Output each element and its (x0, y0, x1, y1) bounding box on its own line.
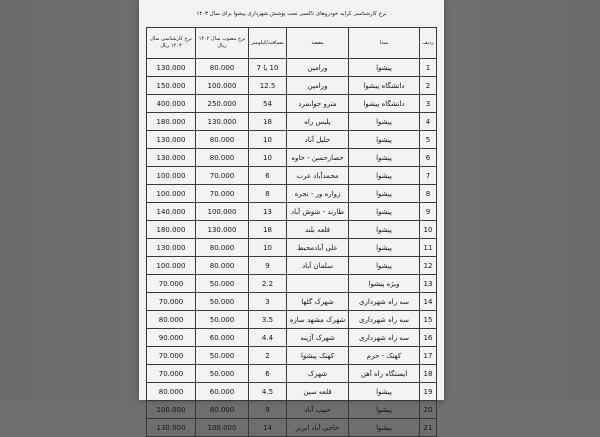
destination-cell: طارند - شوش آباد (287, 203, 349, 221)
table-row (147, 131, 437, 149)
expert-fare-cell: 70.000 (147, 347, 196, 365)
destination-cell: پلیس راه (287, 113, 349, 131)
distance-cell: 18 (249, 221, 287, 239)
approved-fare-cell: 100.000 (196, 203, 249, 221)
table-row (147, 221, 437, 239)
expert-fare-cell: 130.000 (147, 239, 196, 257)
origin-cell: پیشوا (349, 59, 420, 77)
row-number: 16 (420, 329, 437, 347)
approved-fare-cell: 80.000 (196, 149, 249, 167)
distance-cell: 2 (249, 347, 287, 365)
distance-cell: 3.5 (249, 311, 287, 329)
expert-fare-cell: 180.000 (147, 113, 196, 131)
table-row (147, 275, 437, 293)
origin-cell: پیشوا (349, 401, 420, 419)
destination-cell: ورامین (287, 59, 349, 77)
distance-cell: 9 (249, 401, 287, 419)
distance-cell: 4.5 (249, 383, 287, 401)
table-row (147, 203, 437, 221)
table-row (147, 77, 437, 95)
document-sheet (139, 0, 444, 432)
approved-fare-cell: 80.000 (196, 131, 249, 149)
table-row (147, 329, 437, 347)
distance-cell: 2.2 (249, 275, 287, 293)
approved-fare-cell: 50.000 (196, 365, 249, 383)
document-title: نرخ کارشناسی کرایه خودروهای تاکسی تحت پوشش شهرداری پیشوا برای سال ۱۴۰۳ (196, 11, 387, 17)
header-distance: مسافت/کیلومتر (249, 28, 287, 59)
origin-cell: دانشگاه پیشوا (349, 77, 420, 95)
table-row (147, 293, 437, 311)
destination-cell: شهرک مشهد سازه (287, 311, 349, 329)
row-number: 13 (420, 275, 437, 293)
distance-cell: 10 یا 7 (249, 59, 287, 77)
expert-fare-cell: 90.000 (147, 329, 196, 347)
approved-fare-cell: 100.000 (196, 419, 249, 437)
header-row-no: ردیف (420, 28, 437, 59)
approved-fare-cell: 100.000 (196, 77, 249, 95)
approved-fare-cell: 60.000 (196, 383, 249, 401)
header-origin: مبدا (349, 28, 420, 59)
fare-table-body (147, 59, 437, 437)
origin-cell: دانشگاه پیشوا (349, 95, 420, 113)
approved-fare-cell: 50.000 (196, 275, 249, 293)
row-number: 14 (420, 293, 437, 311)
expert-fare-cell: 70.000 (147, 275, 196, 293)
distance-cell: 4.4 (249, 329, 287, 347)
expert-fare-cell: 130.000 (147, 419, 196, 437)
origin-cell: کهنک - حرم (349, 347, 420, 365)
expert-fare-cell: 100.000 (147, 257, 196, 275)
table-row (147, 167, 437, 185)
table-header-row (147, 28, 437, 59)
approved-fare-cell: 80.000 (196, 239, 249, 257)
row-number: 3 (420, 95, 437, 113)
approved-fare-cell: 50.000 (196, 347, 249, 365)
row-number: 11 (420, 239, 437, 257)
table-row (147, 149, 437, 167)
distance-cell: 14 (249, 419, 287, 437)
destination-cell: کهنک پیشوا (287, 347, 349, 365)
destination-cell: ورامین (287, 77, 349, 95)
header-approved-fare: نرخ مصوب سال ۱۴۰۲ ریال (196, 28, 249, 59)
origin-cell: پیشوا (349, 131, 420, 149)
destination-cell: شهرک آژینه (287, 329, 349, 347)
distance-cell: 10 (249, 149, 287, 167)
origin-cell: پیشوا (349, 239, 420, 257)
origin-cell: پیشوا (349, 383, 420, 401)
expert-fare-cell: 70.000 (147, 293, 196, 311)
destination-cell: شهرک (287, 365, 349, 383)
approved-fare-cell: 130.000 (196, 113, 249, 131)
distance-cell: 13 (249, 203, 287, 221)
destination-cell: علی آبادمحیط (287, 239, 349, 257)
expert-fare-cell: 400.000 (147, 95, 196, 113)
origin-cell: سه راه شهرداری (349, 329, 420, 347)
expert-fare-cell: 150.000 (147, 77, 196, 95)
expert-fare-cell: 80.000 (147, 383, 196, 401)
expert-fare-cell: 130.000 (147, 59, 196, 77)
origin-cell: پیشوا (349, 221, 420, 239)
table-row (147, 401, 437, 419)
row-number: 20 (420, 401, 437, 419)
header-destination: مقصد (287, 28, 349, 59)
distance-cell: 54 (249, 95, 287, 113)
distance-cell: 8 (249, 185, 287, 203)
table-row (147, 257, 437, 275)
expert-fare-cell: 130.000 (147, 149, 196, 167)
table-row (147, 113, 437, 131)
table-row (147, 311, 437, 329)
destination-cell (287, 275, 349, 293)
origin-cell: پیشوا (349, 185, 420, 203)
approved-fare-cell: 70.000 (196, 185, 249, 203)
expert-fare-cell: 70.000 (147, 365, 196, 383)
approved-fare-cell: 50.000 (196, 311, 249, 329)
table-row (147, 383, 437, 401)
approved-fare-cell: 80.000 (196, 257, 249, 275)
expert-fare-cell: 180.000 (147, 221, 196, 239)
distance-cell: 3 (249, 293, 287, 311)
approved-fare-cell: 80.000 (196, 401, 249, 419)
approved-fare-cell: 130.000 (196, 221, 249, 239)
table-row (147, 419, 437, 437)
approved-fare-cell: 60.000 (196, 329, 249, 347)
row-number: 18 (420, 365, 437, 383)
origin-cell: ایستگاه راه آهن (349, 365, 420, 383)
table-row (147, 239, 437, 257)
row-number: 10 (420, 221, 437, 239)
row-number: 8 (420, 185, 437, 203)
fare-table (146, 27, 437, 437)
row-number: 5 (420, 131, 437, 149)
expert-fare-cell: 100.000 (147, 185, 196, 203)
table-row (147, 365, 437, 383)
row-number: 1 (420, 59, 437, 77)
distance-cell: 18 (249, 113, 287, 131)
destination-cell: حبیب آباد (287, 401, 349, 419)
expert-fare-cell: 80.000 (147, 311, 196, 329)
origin-cell: سه راه شهرداری (349, 311, 420, 329)
destination-cell: جلیل آباد (287, 131, 349, 149)
destination-cell: شهرک گلها (287, 293, 349, 311)
table-row (147, 95, 437, 113)
row-number: 17 (420, 347, 437, 365)
destination-cell: قلعه سین (287, 383, 349, 401)
origin-cell: پیشوا (349, 203, 420, 221)
destination-cell: حصارحسن - خاوه (287, 149, 349, 167)
distance-cell: 6 (249, 365, 287, 383)
destination-cell: زواره ور - نجره (287, 185, 349, 203)
row-number: 7 (420, 167, 437, 185)
distance-cell: 6 (249, 167, 287, 185)
row-number: 2 (420, 77, 437, 95)
row-number: 6 (420, 149, 437, 167)
table-row (147, 347, 437, 365)
approved-fare-cell: 50.000 (196, 293, 249, 311)
destination-cell: مترو جوانمرد (287, 95, 349, 113)
destination-cell: محمدآباد عرب (287, 167, 349, 185)
row-number: 4 (420, 113, 437, 131)
origin-cell: پیشوا (349, 419, 420, 437)
expert-fare-cell: 100.000 (147, 167, 196, 185)
origin-cell: پیشوا (349, 167, 420, 185)
destination-cell: حاجی آباد ابرنز (287, 419, 349, 437)
destination-cell: قلعه بلند (287, 221, 349, 239)
destination-cell: سلمان آباد (287, 257, 349, 275)
expert-fare-cell: 140.000 (147, 203, 196, 221)
origin-cell: پیشوا (349, 257, 420, 275)
expert-fare-cell: 100.000 (147, 401, 196, 419)
row-number: 21 (420, 419, 437, 437)
approved-fare-cell: 250.000 (196, 95, 249, 113)
distance-cell: 10 (249, 131, 287, 149)
row-number: 15 (420, 311, 437, 329)
origin-cell: ویژه پیشوا (349, 275, 420, 293)
approved-fare-cell: 80.000 (196, 59, 249, 77)
distance-cell: 12.5 (249, 77, 287, 95)
origin-cell: پیشوا (349, 113, 420, 131)
header-expert-fare: نرخ کارشناسی سال ۱۴۰۳ ریال (147, 28, 196, 59)
approved-fare-cell: 70.000 (196, 167, 249, 185)
row-number: 9 (420, 203, 437, 221)
row-number: 19 (420, 383, 437, 401)
distance-cell: 10 (249, 239, 287, 257)
table-row (147, 185, 437, 203)
origin-cell: پیشوا (349, 149, 420, 167)
table-row (147, 59, 437, 77)
distance-cell: 9 (249, 257, 287, 275)
expert-fare-cell: 130.000 (147, 131, 196, 149)
row-number: 12 (420, 257, 437, 275)
origin-cell: سه راه شهرداری (349, 293, 420, 311)
